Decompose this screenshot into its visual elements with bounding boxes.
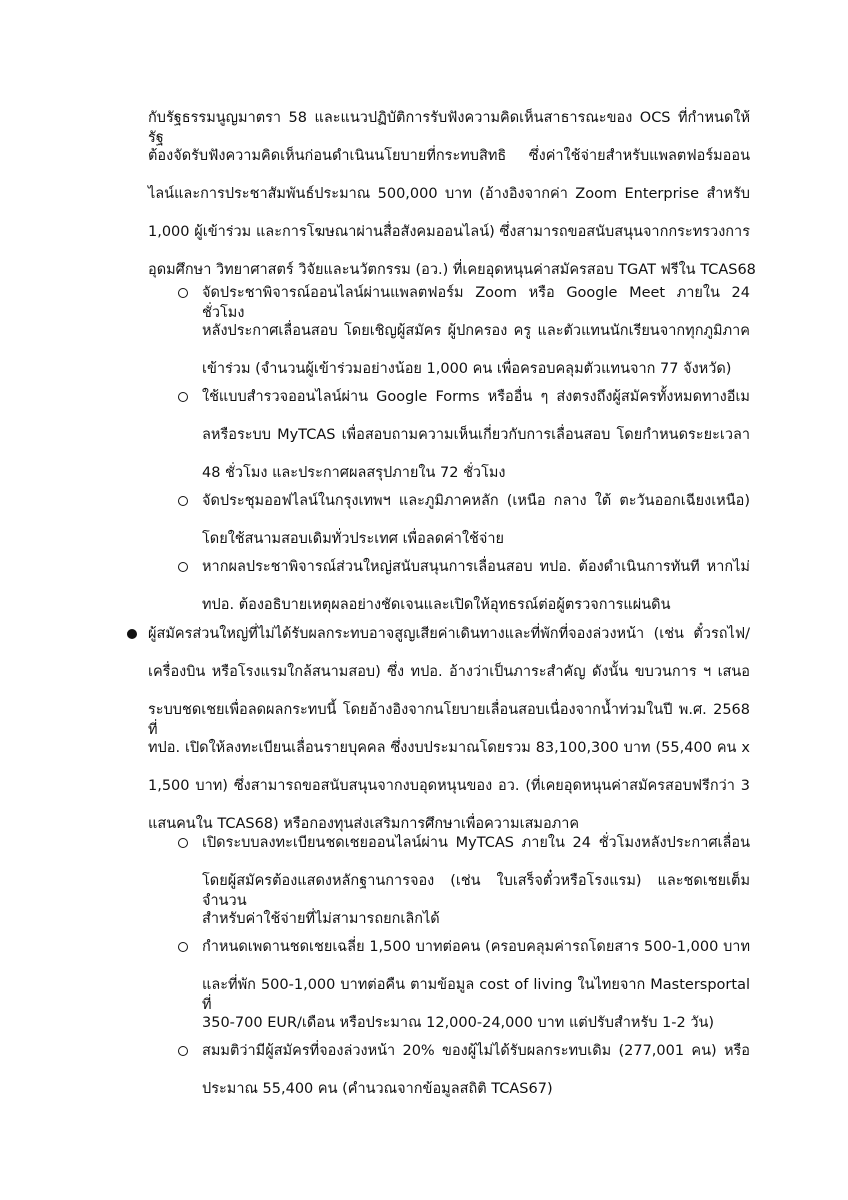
sub-item-line: เปิดระบบลงทะเบียนชดเชยออนไลน์ผ่าน MyTCAS ภายใน 24 ชั่วโมงหลังประกาศเลื่อน	[202, 835, 750, 851]
intro-line: ไลน์และการประชาสัมพันธ์ประมาณ 500,000 บาท (อ้างอิงจากค่า Zoom Enterprise สำหรับ	[148, 186, 750, 202]
main-bullet-line: ทปอ. เปิดให้ลงทะเบียนเลื่อนรายบุคคล ซึ่งงบประมาณโดยรวม 83,100,300 บาท (55,400 คน x	[148, 740, 750, 756]
sub-item-line: หลังประกาศเลื่อนสอบ โดยเชิญผู้สมัคร ผู้ปกครอง ครู และตัวแทนนักเรียนจากทุกภูมิภาค	[202, 323, 750, 339]
sub-item-line: โดยใช้สนามสอบเดิมทั่วประเทศ เพื่อลดค่าใช้จ่าย	[202, 531, 505, 547]
sub-item-line: ใช้แบบสำรวจออนไลน์ผ่าน Google Forms หรืออื่น ๆ ส่งตรงถึงผู้สมัครทั้งหมดทางอีเม	[202, 389, 750, 405]
open-circle-bullet-icon	[178, 496, 188, 506]
open-circle-bullet-icon	[178, 1046, 188, 1056]
open-circle-bullet-icon	[178, 392, 188, 402]
intro-line: อุดมศึกษา วิทยาศาสตร์ วิจัยและนวัตกรรม (อว.) ที่เคยอุดหนุนค่าสมัครสอบ TGAT ฟรีใน TCAS68	[148, 262, 756, 278]
sub-item-line: 48 ชั่วโมง และประกาศผลสรุปภายใน 72 ชั่วโมง	[202, 465, 506, 481]
intro-line: 1,000 ผู้เข้าร่วม และการโฆษณาผ่านสื่อสังคมออนไลน์) ซึ่งสามารถขอสนับสนุนจากกระทรวงการ	[148, 224, 750, 240]
filled-circle-bullet-icon	[127, 629, 137, 639]
main-bullet-line: ผู้สมัครส่วนใหญ่ที่ไม่ได้รับผลกระทบอาจสูญเสียค่าเดินทางและที่พักที่จองล่วงหน้า (เช่น ตั๋วรถไฟ/	[148, 626, 750, 642]
sub-item-line: สำหรับค่าใช้จ่ายที่ไม่สามารถยกเลิกได้	[202, 911, 440, 927]
sub-item-line: ทปอ. ต้องอธิบายเหตุผลอย่างชัดเจนและเปิดให้อุทธรณ์ต่อผู้ตรวจการแผ่นดิน	[202, 597, 671, 613]
sub-item-line: จัดประชาพิจารณ์ออนไลน์ผ่านแพลตฟอร์ม Zoom หรือ Google Meet ภายใน 24 ชั่วโมง	[202, 285, 750, 321]
main-bullet-line: 1,500 บาท) ซึ่งสามารถขอสนับสนุนจากงบอุดหนุนของ อว. (ที่เคยอุดหนุนค่าสมัครสอบฟรีกว่า 3	[148, 778, 750, 794]
sub-item-line: ประมาณ 55,400 คน (คำนวณจากข้อมูลสถิติ TCAS67)	[202, 1081, 553, 1097]
sub-item-line: ลหรือระบบ MyTCAS เพื่อสอบถามความเห็นเกี่ยวกับการเลื่อนสอบ โดยกำหนดระยะเวลา	[202, 427, 750, 443]
sub-item-line: 350-700 EUR/เดือน หรือประมาณ 12,000-24,000 บาท แต่ปรับสำหรับ 1-2 วัน)	[202, 1015, 715, 1031]
intro-line: กับรัฐธรรมนูญมาตรา 58 และแนวปฏิบัติการรับฟังความคิดเห็นสาธารณะของ OCS ที่กำหนดให้รัฐ	[148, 110, 750, 146]
main-bullet-line: แสนคนใน TCAS68) หรือกองทุนส่งเสริมการศึกษาเพื่อความเสมอภาค	[148, 816, 580, 832]
sub-item-line: โดยผู้สมัครต้องแสดงหลักฐานการจอง (เช่น ใบเสร็จตั๋วหรือโรงแรม) และชดเชยเต็มจำนวน	[202, 873, 750, 909]
open-circle-bullet-icon	[178, 942, 188, 952]
sub-item-line: หากผลประชาพิจารณ์ส่วนใหญ่สนับสนุนการเลื่อนสอบ ทปอ. ต้องดำเนินการทันที หากไม่	[202, 559, 750, 575]
open-circle-bullet-icon	[178, 838, 188, 848]
sub-item-line: และที่พัก 500-1,000 บาทต่อคืน ตามข้อมูล cost of living ในไทยจาก Mastersportal ที่	[202, 977, 750, 1013]
sub-item-line: กำหนดเพดานชดเชยเฉลี่ย 1,500 บาทต่อคน (ครอบคลุมค่ารถโดยสาร 500-1,000 บาท	[202, 939, 750, 955]
main-bullet-line: เครื่องบิน หรือโรงแรมใกล้สนามสอบ) ซึ่ง ทปอ. อ้างว่าเป็นภาระสำคัญ ดังนั้น ขบวนการ ฯ เสนอ	[148, 664, 750, 680]
sub-item-line: จัดประชุมออฟไลน์ในกรุงเทพฯ และภูมิภาคหลัก (เหนือ กลาง ใต้ ตะวันออกเฉียงเหนือ)	[202, 493, 750, 509]
open-circle-bullet-icon	[178, 288, 188, 298]
main-bullet-line: ระบบชดเชยเพื่อลดผลกระทบนี้ โดยอ้างอิงจากนโยบายเลื่อนสอบเนื่องจากน้ำท่วมในปี พ.ศ. 2568 ที่	[148, 702, 750, 738]
sub-item-line: สมมติว่ามีผู้สมัครที่จองล่วงหน้า 20% ของผู้ไม่ได้รับผลกระทบเดิม (277,001 คน) หรือ	[202, 1043, 750, 1059]
open-circle-bullet-icon	[178, 562, 188, 572]
intro-line: ต้องจัดรับฟังความคิดเห็นก่อนดำเนินนโยบายที่กระทบสิทธิ ซึ่งค่าใช้จ่ายสำหรับแพลตฟอร์มออน	[148, 148, 750, 164]
sub-item-line: เข้าร่วม (จำนวนผู้เข้าร่วมอย่างน้อย 1,000 คน เพื่อครอบคลุมตัวแทนจาก 77 จังหวัด)	[202, 361, 732, 377]
